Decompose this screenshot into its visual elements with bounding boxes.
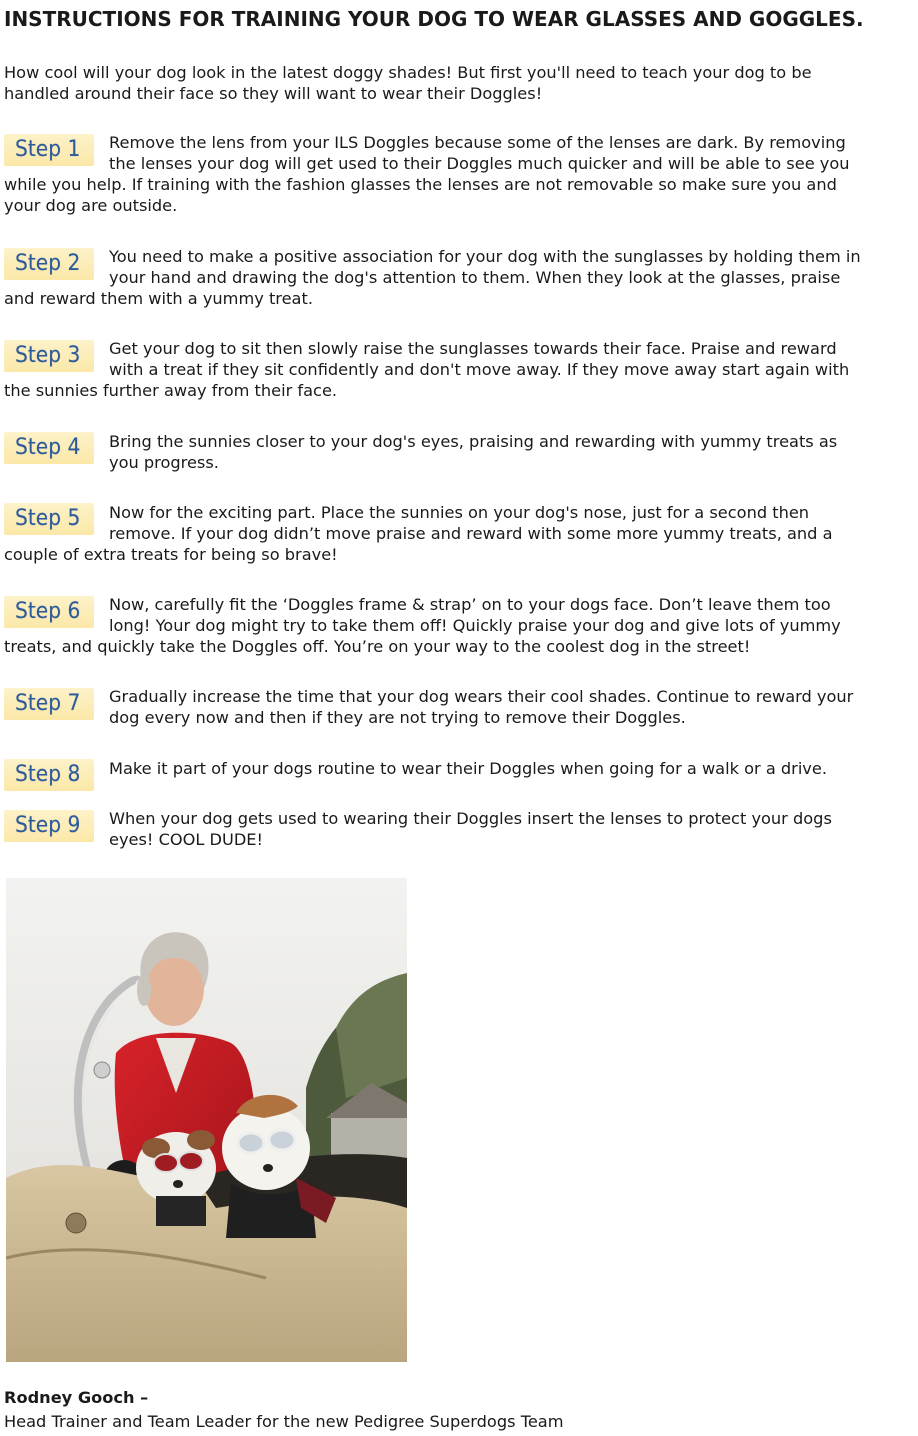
step-line: couple of extra treats for being so brave! [4,545,338,564]
step-7-text [4,686,918,728]
dog-left-goggle [154,1154,178,1172]
dog-right-goggle [238,1133,264,1153]
step-line: treats, and quickly take the Doggles off. You’re on your way to the coolest dog in the street! [4,637,751,656]
step-line: eyes! COOL DUDE! [109,830,264,849]
man-hair [137,974,151,1006]
intro-line: How cool will your dog look in the latest doggy shades! But first you'll need to teach your dog to be [4,63,812,82]
step-line: Gradually increase the time that your dog wears their cool shades. Continue to reward your [109,687,854,706]
step-line: you progress. [109,453,219,472]
step-label: Step 6 [15,599,81,624]
trainer-photo [6,878,407,1362]
step-line: your dog are outside. [4,196,178,215]
step-line: When your dog gets used to wearing their Doggles insert the lenses to protect your dogs [109,809,832,828]
dog-left-goggle [179,1152,203,1170]
step-line: Now, carefully fit the ‘Doggles frame & strap’ on to your dogs face. Don’t leave them too [109,595,831,614]
step-label: Step 9 [15,813,81,838]
step-8-text [4,758,918,779]
step-line: while you help. If training with the fashion glasses the lenses are not removable so make sure you and [4,175,837,194]
mirror [94,1062,110,1078]
step-label: Step 1 [15,137,81,162]
trainer-photo-illustration [6,878,407,1362]
step-label: Step 7 [15,691,81,716]
step-label: Step 4 [15,435,81,460]
step-line: Bring the sunnies closer to your dog's eyes, praising and rewarding with yummy treats as [109,432,838,451]
step-line: Get your dog to sit then slowly raise the sunglasses towards their face. Praise and reward [109,339,837,358]
step-line: Make it part of your dogs routine to wear their Doggles when going for a walk or a drive. [109,759,827,778]
step-1-text [4,132,918,216]
step-line: dog every now and then if they are not trying to remove their Doggles. [109,708,686,727]
step-line: long! Your dog might try to take them off! Quickly praise your dog and give lots of yummy [109,616,841,635]
car-emblem [66,1213,86,1233]
step-line: Remove the lens from your ILS Doggles because some of the lenses are dark. By removing [109,133,846,152]
step-line: You need to make a positive association for your dog with the sunglasses by holding them in [109,247,861,266]
step-line: and reward them with a yummy treat. [4,289,313,308]
caption-role: Head Trainer and Team Leader for the new Pedigree Superdogs Team [4,1412,564,1431]
step-line: remove. If your dog didn’t move praise and reward with some more yummy treats, and a [109,524,833,543]
page-title: INSTRUCTIONS FOR TRAINING YOUR DOG TO WEAR GLASSES AND GOGGLES. [4,7,864,31]
caption-name: Rodney Gooch – [4,1388,149,1407]
dog-left-nose [173,1180,183,1188]
dog-left-harness [156,1196,206,1226]
step-line: your hand and drawing the dog's attention to them. When they look at the glasses, praise [109,268,841,287]
step-label: Step 2 [15,251,81,276]
step-label: Step 5 [15,506,81,531]
step-3-text [4,338,918,401]
step-label: Step 3 [15,343,81,368]
intro-paragraph [4,62,909,104]
step-4-text [4,431,918,473]
step-6-text [4,594,918,657]
dog-left-ear [187,1130,215,1150]
step-label: Step 8 [15,762,81,787]
step-line: with a treat if they sit confidently and don't move away. If they move away start again with [109,360,850,379]
step-line: the sunnies further away from their face. [4,381,338,400]
step-line: the lenses your dog will get used to their Doggles much quicker and will be able to see you [109,154,850,173]
step-9-text [4,808,918,850]
dog-right [222,1106,310,1190]
step-2-text [4,246,918,309]
dog-right-nose [263,1164,273,1172]
dog-right-goggle [269,1130,295,1150]
intro-line: handled around their face so they will want to wear their Doggles! [4,84,543,103]
step-line: Now for the exciting part. Place the sunnies on your dog's nose, just for a second then [109,503,810,522]
step-5-text [4,502,918,565]
